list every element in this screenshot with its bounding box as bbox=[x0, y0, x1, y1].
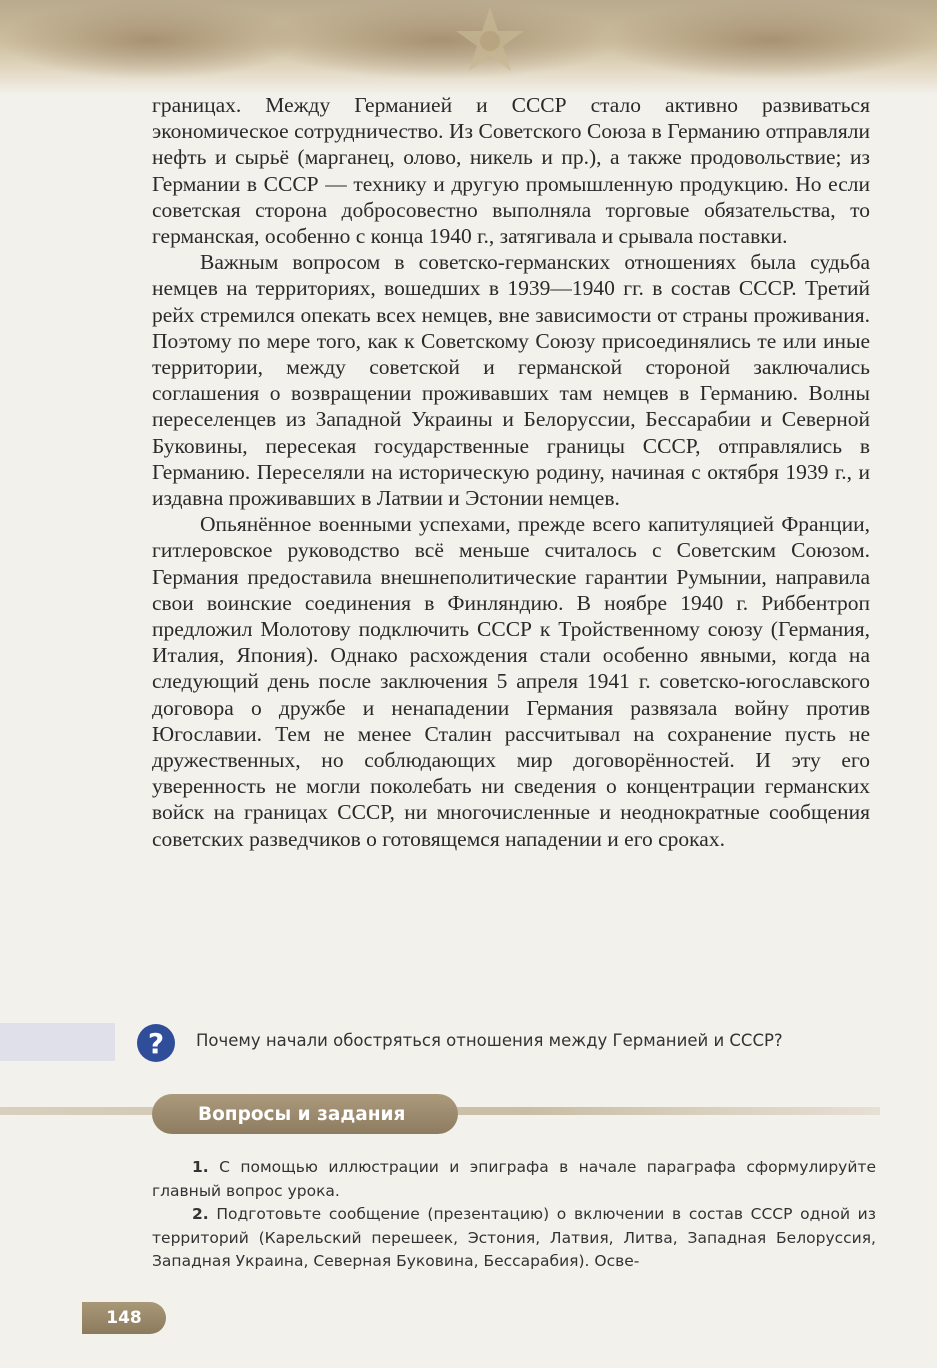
header-art-right bbox=[600, 0, 937, 80]
tasks-list bbox=[152, 1156, 876, 1274]
task-number: 2. bbox=[192, 1205, 209, 1223]
header-art-left bbox=[0, 0, 300, 80]
page-number: 148 bbox=[82, 1302, 166, 1334]
header-decoration bbox=[0, 0, 937, 95]
header-art-center bbox=[260, 0, 620, 80]
main-text bbox=[152, 92, 870, 852]
paragraph-1: границах. Между Германией и СССР стало активно развиваться экономическое сотрудничество. Из Советского Союза в Германию отправляли нефть и сырьё (марганец, олово, никель и пр.), а также продовольствие; из Германии в СССР — технику и другую промышленную продукцию. Но если советская сторона добросовестно выполняла торговые обязательства, то германская, особенно с конца 1940 г., затягивала и срывала поставки. bbox=[152, 93, 870, 249]
task-number: 1. bbox=[192, 1158, 209, 1176]
paragraph-3: Опьянённое военными успехами, прежде всего капитуляцией Франции, гитлеровское руководство всё меньше считалось с Советским Союзом. Германия предоставила внешнеполитические гарантии Румынии, направила свои воинские соединения в Финляндию. В ноябре 1940 г. Риббентроп предложил Молотову подключить СССР к Тройственному союзу (Германия, Италия, Япония). Однако расхождения стали особенно явными, когда на следующий день после заключения 5 апреля 1941 г. советско-югославского договора о дружбе и ненападении Германия развязала войну против Югославии. Тем не менее Сталин рассчитывал на сохранение пусть не дружественных, но соблюдающих мир договорённостей. И эту его уверенность не могли поколебать ни сведения о концентрации германских войск на границах СССР, ни многочисленные и неоднократные сообщения советских разведчиков о готовящемся нападении и его сроках. bbox=[152, 512, 870, 851]
question-text: Почему начали обостряться отношения между Германией и СССР? bbox=[196, 1031, 783, 1050]
task-item bbox=[152, 1203, 876, 1274]
paragraph-2: Важным вопросом в советско-германских отношениях была судьба немцев на территориях, вошедших в 1939—1940 гг. в состав СССР. Третий рейх стремился опекать всех немцев, вне зависимости от страны проживания. Поэтому по мере того, как к Советскому Союзу присоединялись те или иные территории, между советской и германской стороной заключались соглашения о возвращении проживавших там немцев в Германию. Волны переселенцев из Западной Украины и Белоруссии, Бессарабии и Северной Буковины, пересекая государственные границы СССР, отправлялись в Германию. Переселяли на историческую родину, начиная с октября 1939 г., и издавна проживавших в Латвии и Эстонии немцев. bbox=[152, 250, 870, 511]
margin-marker bbox=[0, 1023, 115, 1061]
task-text: С помощью иллюстрации и эпиграфа в начале параграфа сформулируйте главный вопрос урока. bbox=[152, 1158, 876, 1200]
task-text: Подготовьте сообщение (презентацию) о включении в состав СССР одной из территорий (Карельский перешеек, Эстония, Латвия, Литва, Западная Белоруссия, Западная Украина, Северная Буковина, Бессарабия). Осве- bbox=[152, 1205, 876, 1270]
question-icon: ? bbox=[137, 1024, 175, 1062]
task-item bbox=[152, 1156, 876, 1203]
section-title: Вопросы и задания bbox=[152, 1094, 458, 1134]
order-star-icon bbox=[450, 5, 530, 75]
